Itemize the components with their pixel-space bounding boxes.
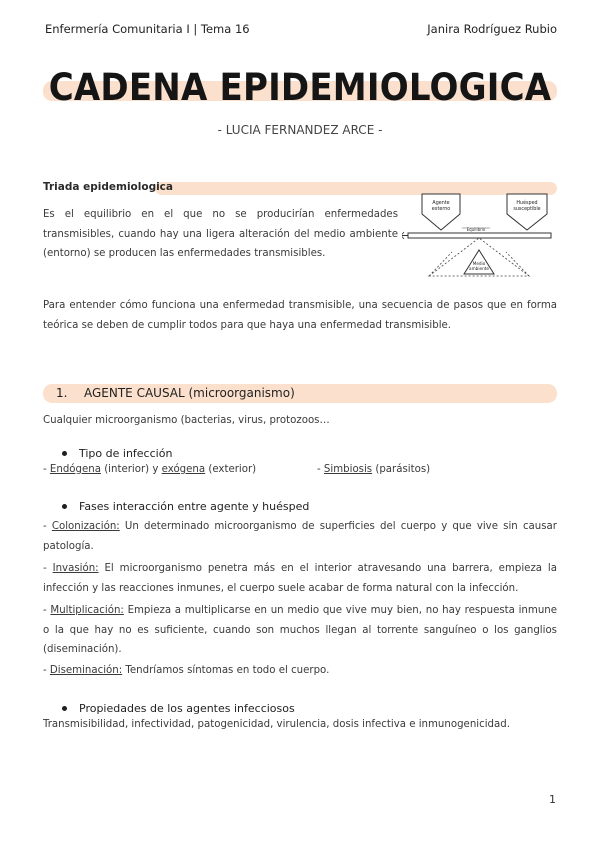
term-diseminacion: Diseminación: [49, 665, 123, 676]
svg-text:susceptible: susceptible [513, 207, 541, 212]
section1-heading [56, 386, 295, 400]
triad-diagram [402, 190, 557, 286]
section1-title: AGENTE CAUSAL (microorganismo) [84, 386, 295, 400]
tipo-heading-text: Tipo de infección [79, 447, 173, 460]
section1-number: 1. [56, 386, 68, 400]
propiedades-text: Transmisibilidad, infectividad, patogenicidad, virulencia, dosis infectiva e inmunogenicidad. [43, 719, 510, 730]
page-title: CADENA EPIDEMIOLOGICA [48, 66, 552, 109]
fase-item-colonizacion: - Colonización: Un determinado microorganismo de superficies del cuerpo y que vive sin causar patología. [43, 521, 557, 552]
propiedades-heading-text: Propiedades de los agentes infecciosos [79, 702, 295, 715]
svg-text:ambiente: ambiente [469, 266, 489, 271]
section1-intro: Cualquier microorganismo (bacterias, virus, protozoos… [43, 415, 330, 426]
tipo-endogena-rest: (interior) y [100, 464, 162, 475]
svg-text:externo: externo [431, 207, 451, 212]
term-endogena: Endógena [49, 464, 101, 475]
simbiosis-line [317, 464, 430, 475]
header-left: Enfermería Comunitaria I | Tema 16 [45, 22, 250, 36]
triada-paragraph: Es el equilibrio en el que no se producirían enfermedades transmisibles, cuando hay una ligera alteración del medio ambiente (entorno) se producen las enfermedades transmisibles. [43, 209, 398, 259]
fase-text: El microorganismo penetra más en el interior atravesando una barrera, empieza la infección y las reacciones inmunes, el cuerpo suele acabar de forma natural con la infección. [43, 563, 558, 594]
svg-text:Agente: Agente [432, 201, 450, 206]
bullet-dot [62, 451, 67, 456]
term-colonizacion: Colonización: [51, 521, 120, 532]
header-right: Janira Rodríguez Rubio [427, 22, 557, 36]
fase-text: Tendríamos síntomas en todo el cuerpo. [122, 665, 330, 676]
fases-heading-text: Fases interacción entre agente y huésped [79, 500, 310, 513]
term-invasion: Invasión: [52, 563, 99, 574]
simbiosis-rest: (parásitos) [372, 464, 431, 475]
fase-item-multiplicacion: - Multiplicación: Empieza a multiplicarse en un medio que vive muy bien, no hay respuesta inmune o la que hay no es suficiente, cuando son muchos llegan al torrente sanguíneo o los ganglios (diseminación). [43, 605, 557, 655]
fase-item-diseminacion: - Diseminación: Tendríamos síntomas en todo el cuerpo. [43, 665, 330, 676]
host-box-shape [507, 194, 547, 230]
fase-item-invasion: - Invasión: El microorganismo penetra más en el interior atravesando una barrera, empieza la infección y las reacciones inmunes, el cuerpo suele acabar de forma natural con la infección. [43, 563, 558, 594]
page-number: 1 [549, 793, 556, 806]
bullet-dot [62, 706, 67, 711]
bullet-dot [62, 504, 67, 509]
term-multiplicacion: Multiplicación: [50, 605, 124, 616]
agent-box-shape [422, 194, 460, 230]
simbiosis-prefix: - [317, 464, 324, 475]
intro-paragraph: Para entender cómo funciona una enfermedad transmisible, una secuencia de pasos que en forma teórica se deben de cumplir todos para que haya una enfermedad transmisible. [43, 300, 557, 331]
page-subtitle: - LUCIA FERNANDEZ ARCE - [217, 123, 383, 137]
propiedades-heading [62, 702, 295, 715]
term-exogena: exógena [161, 464, 206, 475]
svg-text:Equilibrio: Equilibrio [466, 227, 486, 232]
tipo-heading [62, 447, 172, 460]
svg-text:Huésped: Huésped [516, 201, 538, 206]
term-simbiosis: Simbiosis [323, 464, 373, 475]
triada-heading: Triada epidemiologica [43, 181, 173, 193]
fase-text: Empieza a multiplicarse en un medio que vive muy bien, no hay respuesta inmune o la que hay no es suficiente, cuando son muchos llegan al torrente sanguíneo o los ganglios (diseminación). [43, 605, 557, 655]
fases-heading [62, 500, 309, 513]
tipo-line [43, 464, 256, 475]
tipo-exogena-rest: (exterior) [205, 464, 257, 475]
svg-text:Medio: Medio [472, 261, 486, 266]
tipo-prefix: - [43, 464, 50, 475]
fase-text: Un determinado microorganismo de superficies del cuerpo y que vive sin causar patología. [43, 521, 557, 552]
